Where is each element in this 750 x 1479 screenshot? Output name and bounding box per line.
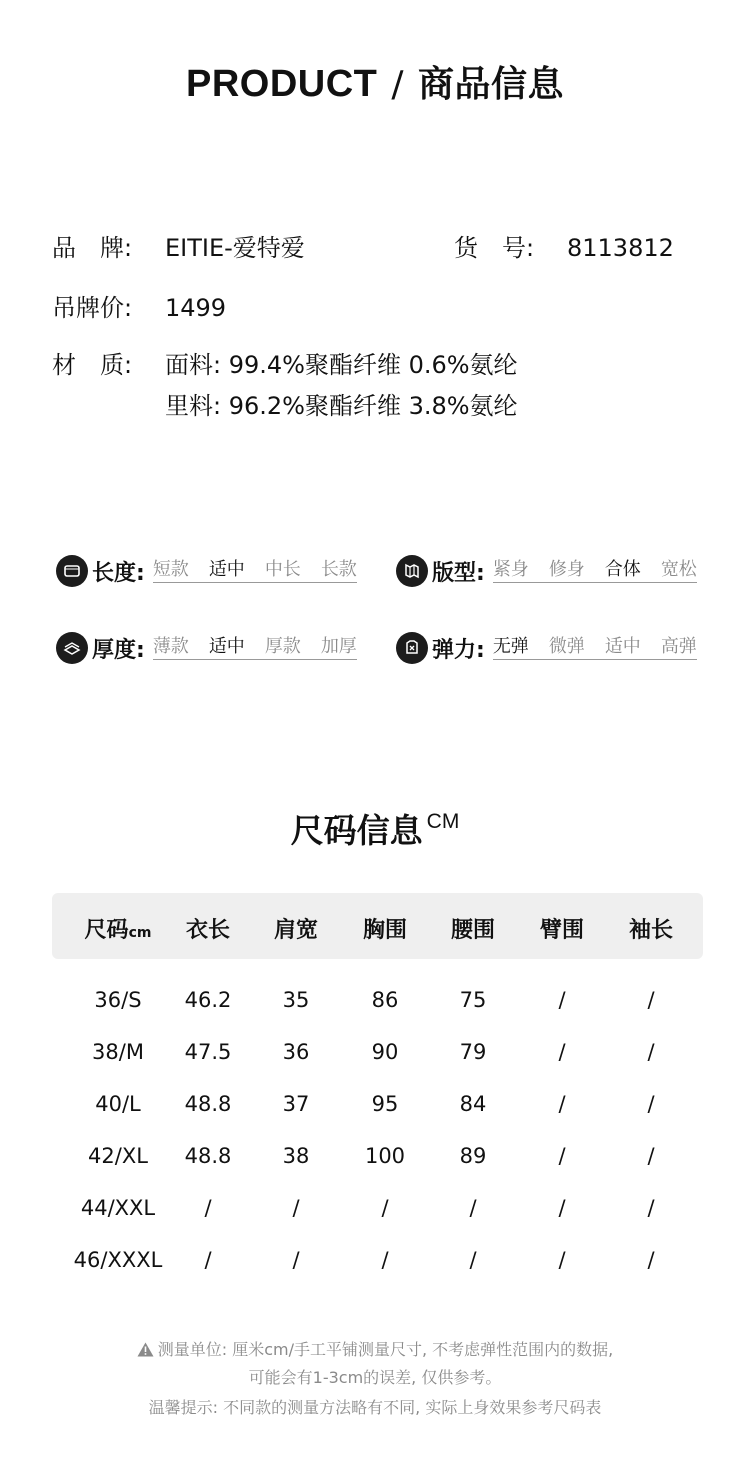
- title-separator: /: [391, 64, 404, 105]
- table-cell: /: [292, 1248, 300, 1272]
- size-header-unit: cm: [128, 925, 152, 941]
- size-label-cell: 40/L: [95, 1092, 141, 1116]
- table-cell: 79: [459, 1040, 487, 1064]
- size-label-cell: 46/XXXL: [73, 1248, 163, 1272]
- price-row: [52, 288, 226, 323]
- size-table-header-cell: 臂围: [539, 918, 584, 943]
- table-cell: /: [381, 1196, 389, 1220]
- table-cell: /: [647, 1196, 655, 1220]
- attr-fit-option: 紧身: [492, 559, 529, 580]
- table-cell: 95: [371, 1092, 399, 1116]
- material-label: 材 质:: [52, 351, 133, 379]
- price-value: 1499: [165, 294, 227, 322]
- title-cn: 商品信息: [418, 64, 565, 105]
- price-label: 吊牌价:: [52, 294, 133, 322]
- size-table-header-cell: 衣长: [185, 918, 230, 943]
- attr-length: [56, 553, 357, 589]
- table-cell: 90: [371, 1040, 399, 1064]
- sku-value: 8113812: [567, 234, 674, 262]
- table-cell: 47.5: [184, 1040, 232, 1064]
- brand-value: EITIE-爱特爱: [165, 234, 305, 262]
- table-cell: /: [647, 1144, 655, 1168]
- sku-label: 货 号:: [454, 234, 535, 262]
- size-title-text: 尺码信息: [290, 811, 423, 850]
- warning-icon: [137, 1342, 154, 1361]
- size-label-cell: 36/S: [94, 988, 142, 1012]
- size-label-cell: 44/XXL: [80, 1196, 156, 1220]
- table-cell: 84: [459, 1092, 487, 1116]
- attr-length-option: 长款: [320, 559, 357, 580]
- attr-thickness-option-selected: 适中: [208, 636, 245, 657]
- table-cell: /: [558, 1092, 566, 1116]
- table-cell: 100: [364, 1144, 406, 1168]
- table-cell: 46.2: [184, 988, 232, 1012]
- attr-fit-option: 修身: [548, 559, 585, 580]
- attr-fit-option: 宽松: [660, 559, 697, 580]
- material-lining: 里料: 96.2%聚酯纤维 3.8%氨纶: [165, 392, 518, 420]
- table-cell: /: [558, 1144, 566, 1168]
- attr-thickness-label: 厚度:: [92, 637, 145, 663]
- brand-row: [52, 228, 305, 263]
- table-cell: 35: [282, 988, 310, 1012]
- table-cell: /: [647, 1248, 655, 1272]
- attr-elasticity: [396, 630, 697, 666]
- note-line-2: 可能会有1-3cm的误差, 仅供参考。: [248, 1368, 502, 1387]
- size-table-header-cell: 袖长: [628, 918, 673, 943]
- table-cell: /: [647, 988, 655, 1012]
- table-cell: /: [204, 1248, 212, 1272]
- table-cell: 48.8: [184, 1092, 232, 1116]
- sku-row: [454, 228, 674, 263]
- attr-length-label: 长度:: [92, 560, 145, 586]
- table-cell: /: [204, 1196, 212, 1220]
- table-cell: 36: [282, 1040, 310, 1064]
- thickness-icon: [56, 632, 88, 664]
- table-cell: /: [647, 1040, 655, 1064]
- size-label-cell: 38/M: [92, 1040, 144, 1064]
- attr-thickness-option: 加厚: [320, 636, 357, 657]
- attr-length-option: 中长: [264, 559, 301, 580]
- table-cell: /: [292, 1196, 300, 1220]
- table-cell: /: [469, 1248, 477, 1272]
- table-cell: 38: [282, 1144, 310, 1168]
- size-section-title: [0, 805, 750, 852]
- size-table-header-cell: 腰围: [450, 918, 495, 943]
- brand-label: 品 牌:: [52, 234, 133, 262]
- size-table-header-cell: 胸围: [362, 918, 407, 943]
- table-cell: 37: [282, 1092, 310, 1116]
- attr-thickness: [56, 630, 357, 666]
- attr-elasticity-option: 适中: [604, 636, 641, 657]
- table-cell: 86: [371, 988, 399, 1012]
- attr-elasticity-label: 弹力:: [432, 637, 485, 663]
- table-cell: 48.8: [184, 1144, 232, 1168]
- length-icon: [56, 555, 88, 587]
- attr-fit-option-selected: 合体: [604, 559, 641, 580]
- attr-elasticity-options: [493, 636, 697, 660]
- attr-length-options: [153, 559, 357, 583]
- table-cell: /: [647, 1092, 655, 1116]
- table-cell: /: [558, 1040, 566, 1064]
- note-line-3: 温馨提示: 不同款的测量方法略有不同, 实际上身效果参考尺码表: [148, 1398, 602, 1417]
- attr-thickness-option: 薄款: [152, 636, 189, 657]
- table-cell: /: [558, 1196, 566, 1220]
- material-row: [52, 345, 518, 380]
- attr-elasticity-option: 微弹: [548, 636, 585, 657]
- elasticity-icon: [396, 632, 428, 664]
- page-title: [0, 56, 750, 107]
- attr-length-option: 短款: [152, 559, 189, 580]
- material-lining-row: [165, 386, 518, 421]
- size-table-header-cell: 尺码cm: [84, 918, 152, 943]
- size-table-header-cell: 肩宽: [273, 918, 318, 943]
- attr-thickness-option: 厚款: [264, 636, 301, 657]
- attr-fit: [396, 553, 697, 589]
- attr-length-option-selected: 适中: [208, 559, 245, 580]
- attr-elasticity-option-selected: 无弹: [492, 636, 529, 657]
- table-cell: 75: [459, 988, 487, 1012]
- attr-fit-options: [493, 559, 697, 583]
- attr-elasticity-option: 高弹: [660, 636, 697, 657]
- note-line-1: [0, 1337, 750, 1361]
- table-cell: /: [558, 1248, 566, 1272]
- table-cell: /: [381, 1248, 389, 1272]
- table-cell: 89: [459, 1144, 487, 1168]
- attr-fit-label: 版型:: [432, 560, 485, 586]
- size-title-unit: CM: [426, 810, 460, 833]
- fit-icon: [396, 555, 428, 587]
- note-text-1: 测量单位: 厘米cm/手工平铺测量尺寸, 不考虑弹性范围内的数据,: [157, 1340, 614, 1359]
- table-cell: /: [558, 988, 566, 1012]
- attr-thickness-options: [153, 636, 357, 660]
- size-label-cell: 42/XL: [88, 1144, 148, 1168]
- material-outer: 面料: 99.4%聚酯纤维 0.6%氨纶: [165, 351, 518, 379]
- title-en: PRODUCT: [185, 63, 378, 105]
- table-cell: /: [469, 1196, 477, 1220]
